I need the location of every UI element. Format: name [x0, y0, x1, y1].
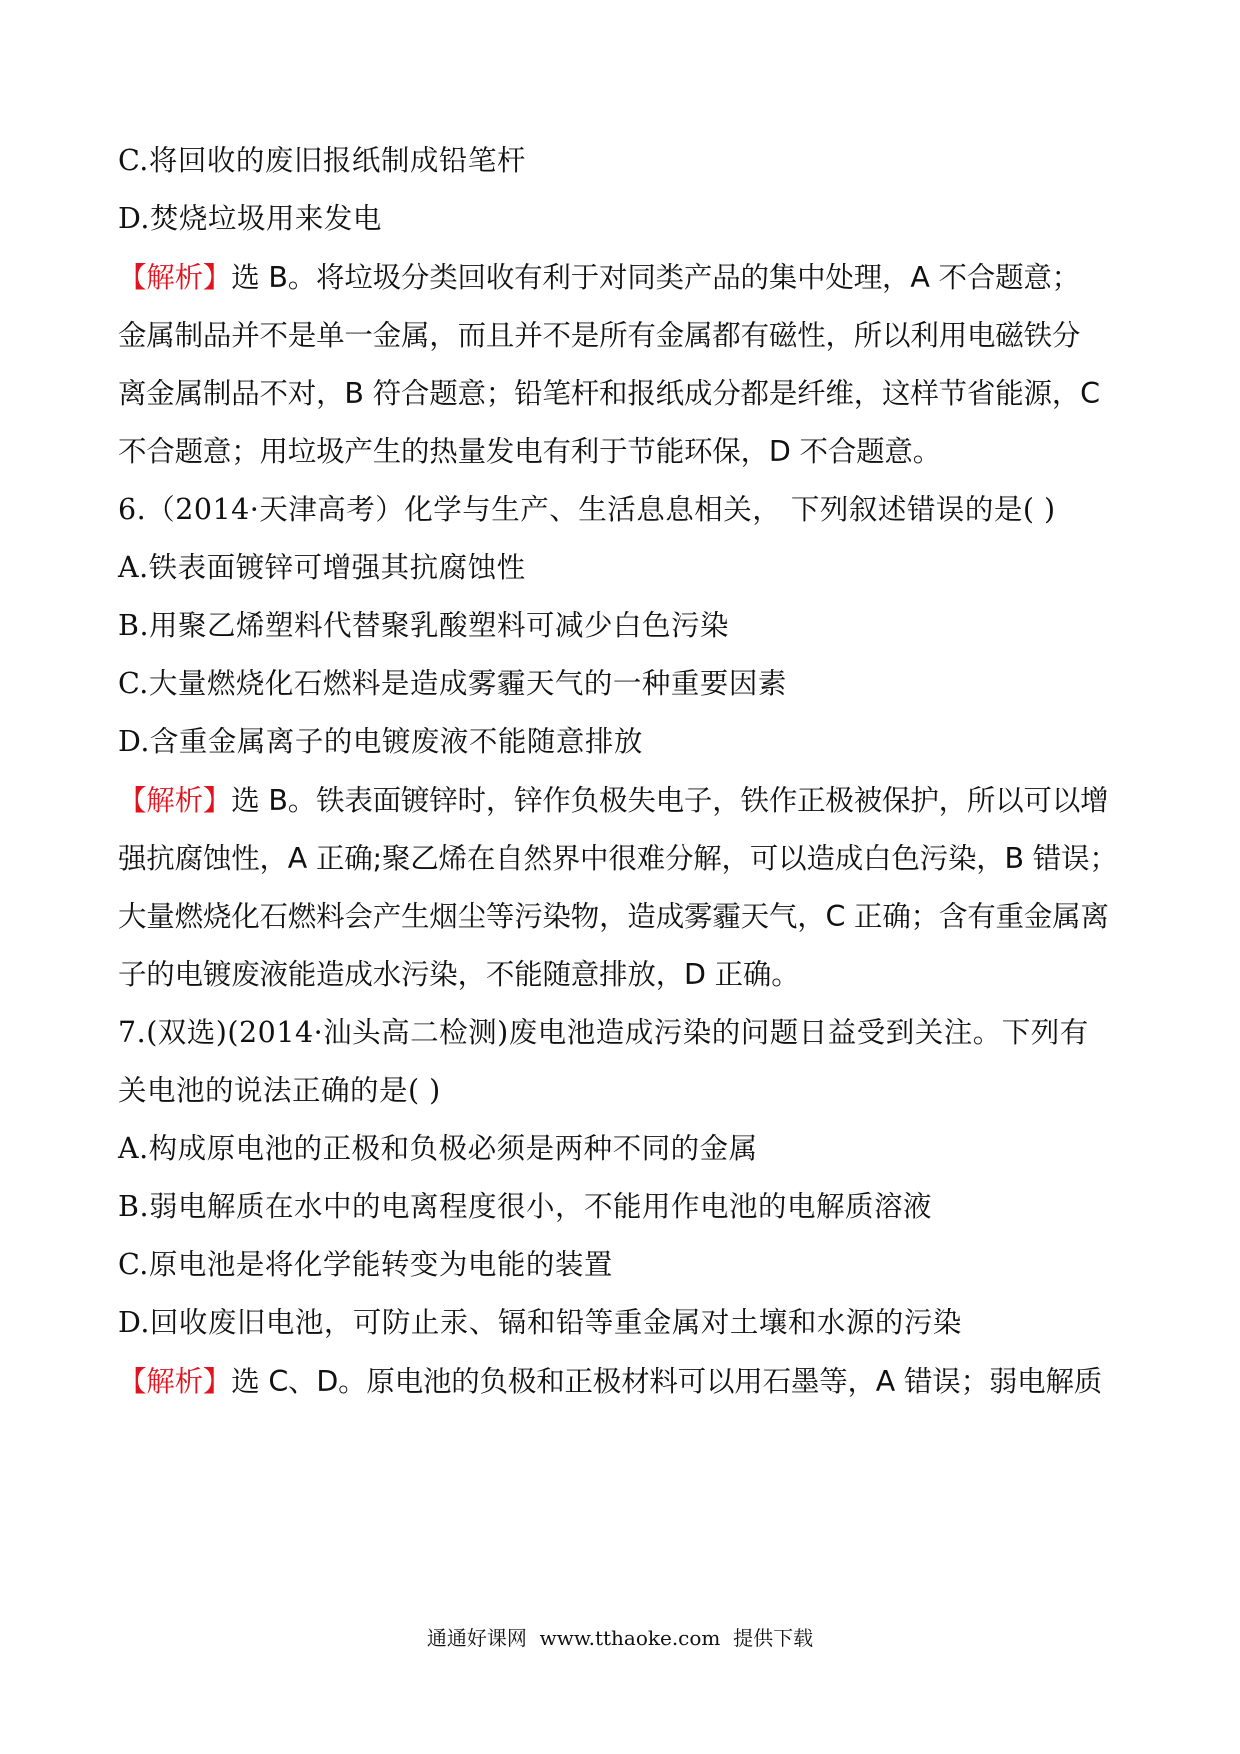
question-7-line-2: 关电池的说法正确的是( ) [118, 1074, 441, 1107]
question-6: 6.（2014·天津高考）化学与生产、生活息息相关， 下列叙述错误的是( ) [118, 493, 1056, 526]
analysis-5-line-2: 金属制品并不是单一金属，而且并不是所有金属都有磁性，所以利用电磁铁分 [118, 319, 1081, 352]
option-6d: D.含重金属离子的电镀废液不能随意排放 [118, 725, 643, 758]
option-7d: D.回收废旧电池，可防止汞、镉和铅等重金属对土壤和水源的污染 [118, 1306, 962, 1339]
option-6b: B.用聚乙烯塑料代替聚乳酸塑料可减少白色污染 [118, 609, 730, 642]
option-5d: D.焚烧垃圾用来发电 [118, 202, 382, 235]
analysis-7 [118, 1362, 1128, 1402]
analysis-tag: 【解析】 [118, 784, 232, 817]
analysis-6-line-2: 强抗腐蚀性，A 正确;聚乙烯在自然界中很难分解，可以造成白色污染，B 错误； [118, 842, 1118, 875]
option-6c: C.大量燃烧化石燃料是造成雾霾天气的一种重要因素 [118, 667, 787, 700]
option-5c: C.将回收的废旧报纸制成铅笔杆 [118, 144, 526, 177]
analysis-6-line-4: 子的电镀废液能造成水污染，不能随意排放，D 正确。 [118, 958, 800, 991]
analysis-tag: 【解析】 [118, 1365, 232, 1398]
question-7: 7.(双选)(2014·汕头高二检测)废电池造成污染的问题日益受到关注。下列有 [118, 1016, 1089, 1049]
analysis-tag: 【解析】 [118, 261, 232, 294]
analysis-5 [118, 258, 1128, 298]
analysis-5-line-3: 离金属制品不对，B 符合题意；铅笔杆和报纸成分都是纤维，这样节省能源，C [118, 377, 1100, 410]
analysis-text: 选 C、D。原电池的负极和正极材料可以用石墨等，A 错误；弱电解质 [231, 1365, 1103, 1398]
analysis-6 [118, 781, 1128, 821]
option-6a: A.铁表面镀锌可增强其抗腐蚀性 [118, 551, 526, 584]
option-7b: B.弱电解质在水中的电离程度很小，不能用作电池的电解质溶液 [118, 1190, 933, 1223]
option-7a: A.构成原电池的正极和负极必须是两种不同的金属 [118, 1132, 758, 1165]
footer-text: 通通好课网 www.tthaoke.com 提供下载 [426, 1626, 814, 1650]
analysis-6-line-3: 大量燃烧化石燃料会产生烟尘等污染物，造成雾霾天气，C 正确；含有重金属离 [118, 900, 1109, 933]
option-7c: C.原电池是将化学能转变为电能的装置 [118, 1248, 613, 1281]
analysis-text: 选 B。铁表面镀锌时，锌作负极失电子，铁作正极被保护，所以可以增 [231, 784, 1109, 817]
analysis-5-line-4: 不合题意；用垃圾产生的热量发电有利于节能环保，D 不合题意。 [118, 435, 942, 468]
analysis-text: 选 B。将垃圾分类回收有利于对同类产品的集中处理，A 不合题意； [231, 261, 1080, 294]
